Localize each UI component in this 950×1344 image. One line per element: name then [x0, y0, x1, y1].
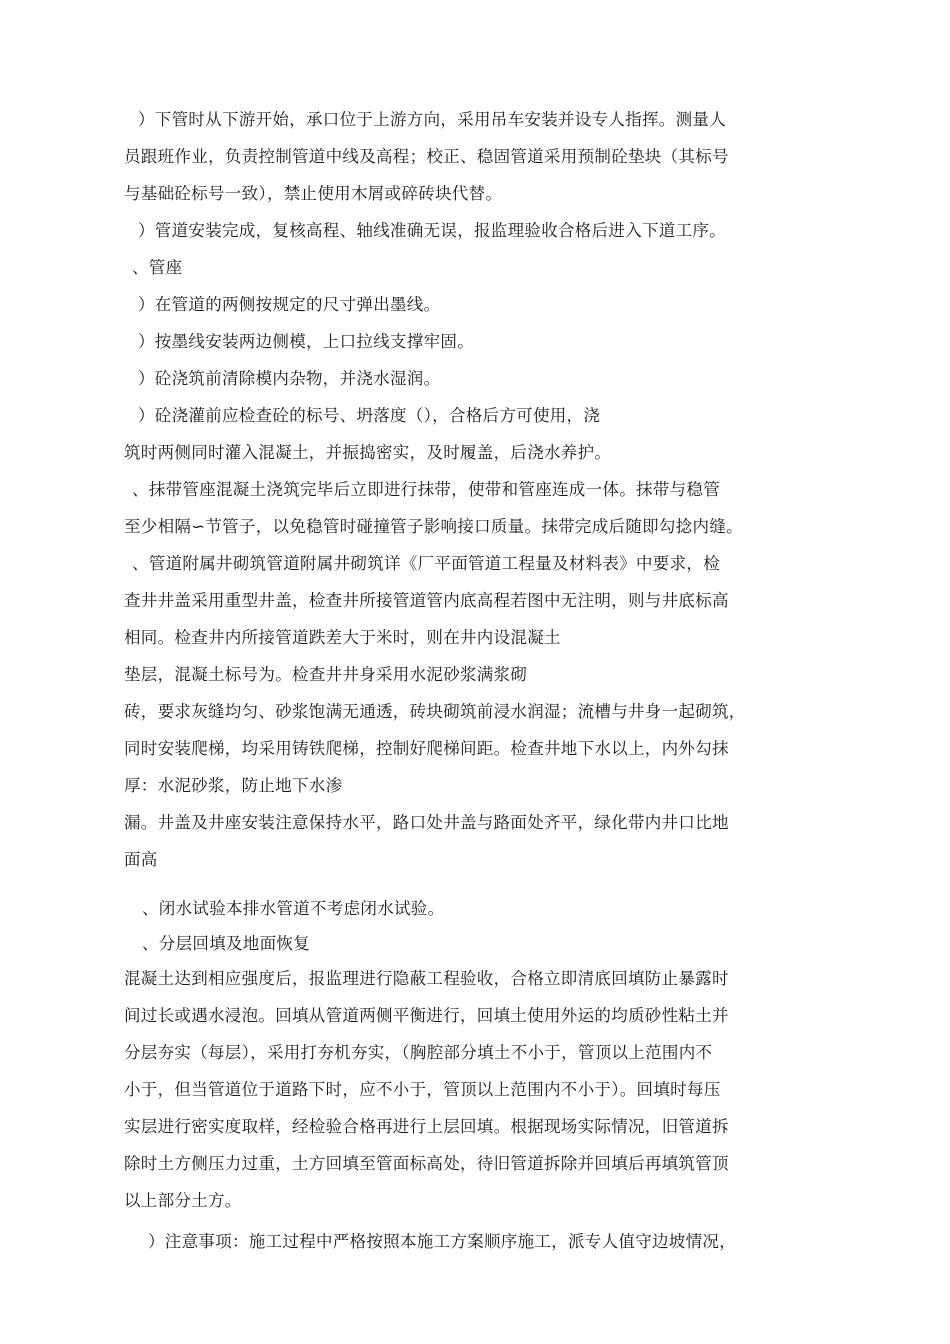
text-line: 以上部分土方。: [124, 1191, 242, 1210]
section-heading: 、管座: [132, 258, 183, 277]
text-line: 混凝土达到相应强度后，报监理进行隐蔽工程验收，合格立即清底回填防止暴露时: [124, 969, 729, 988]
text-line: 分层夯实（每层），采用打夯机夯实，（胸腔部分填土不小于，管顶以上范围内不: [124, 1043, 713, 1062]
text-line: 间过长或遇水浸泡。回填从管道两侧平衡进行，回填土使用外运的均质砂性粘土并: [124, 1006, 729, 1025]
text-line: 、管道附属井砌筑管道附属井砌筑详《厂平面管道工程量及材料表》中要求，检: [132, 554, 720, 573]
text-line: 厚：水泥砂浆，防止地下水渗: [124, 776, 343, 795]
text-line: 、抹带管座混凝土浇筑完毕后立即进行抹带，使带和管座连成一体。抹带与稳管: [132, 480, 720, 499]
text-line: 至少相隔∽节管子，以免稳管时碰撞管子影响接口质量。抹带完成后随即勾捻内缝。: [124, 517, 743, 536]
text-line: 相同。检查井内所接管道跌差大于米时，则在井内设混凝土: [124, 628, 561, 647]
text-line: ）在管道的两侧按规定的尺寸弹出墨线。: [138, 295, 441, 314]
text-line: ）管道安装完成，复核高程、轴线准确无误，报监理验收合格后进入下道工序。: [138, 221, 726, 240]
text-line: 、闭水试验本排水管道不考虑闭水试验。: [142, 899, 445, 918]
text-line: ）砼浇灌前应检查砼的标号、坍落度（），合格后方可使用，浇: [138, 406, 601, 425]
text-line: 除时土方侧压力过重，土方回填至管面标高处，待旧管道拆除并回填后再填筑管顶: [124, 1154, 729, 1173]
section-heading: 、分层回填及地面恢复: [142, 934, 310, 953]
text-line: ）下管时从下游开始，承口位于上游方向，采用吊车安装并设专人指挥。测量人: [138, 110, 726, 129]
text-line: 砖，要求灰缝均匀、砂浆饱满无通透，砖块砌筑前浸水润湿；流槽与井身一起砌筑，: [124, 702, 746, 721]
text-line: 面高: [124, 850, 158, 869]
text-line: 垫层，混凝土标号为。检查井井身采用水泥砂浆满浆砌: [124, 665, 528, 684]
text-line: 员跟班作业，负责控制管道中线及高程；校正、稳固管道采用预制砼垫块（其标号: [124, 147, 729, 166]
text-line: 小于，但当管道位于道路下时，应不小于，管顶以上范围内不小于）。回填时每压: [124, 1080, 721, 1099]
text-line: ）砼浇筑前清除模内杂物，并浇水湿润。: [138, 369, 441, 388]
text-line: 漏。井盖及井座安装注意保持水平，路口处井盖与路面处齐平，绿化带内井口比地: [124, 813, 729, 832]
text-line: 与基础砼标号一致），禁止使用木屑或碎砖块代替。: [124, 184, 503, 203]
text-line: 筑时两侧同时灌入混凝土，并振捣密实，及时履盖，后浇水养护。: [124, 443, 612, 462]
text-line: ）按墨线安装两边侧模，上口拉线支撑牢固。: [138, 332, 474, 351]
text-line: 查井井盖采用重型井盖，检查井所接管道管内底高程若图中无注明，则与井底标高: [124, 591, 729, 610]
text-line: 实层进行密实度取样，经检验合格再进行上层回填。根据现场实际情况，旧管道拆: [124, 1117, 729, 1136]
text-line: ）注意事项：施工过程中严格按照本施工方案顺序施工，派专人值守边坡情况，: [148, 1232, 736, 1251]
text-line: 同时安装爬梯，均采用铸铁爬梯，控制好爬梯间距。检查井地下水以上，内外勾抹: [124, 739, 729, 758]
